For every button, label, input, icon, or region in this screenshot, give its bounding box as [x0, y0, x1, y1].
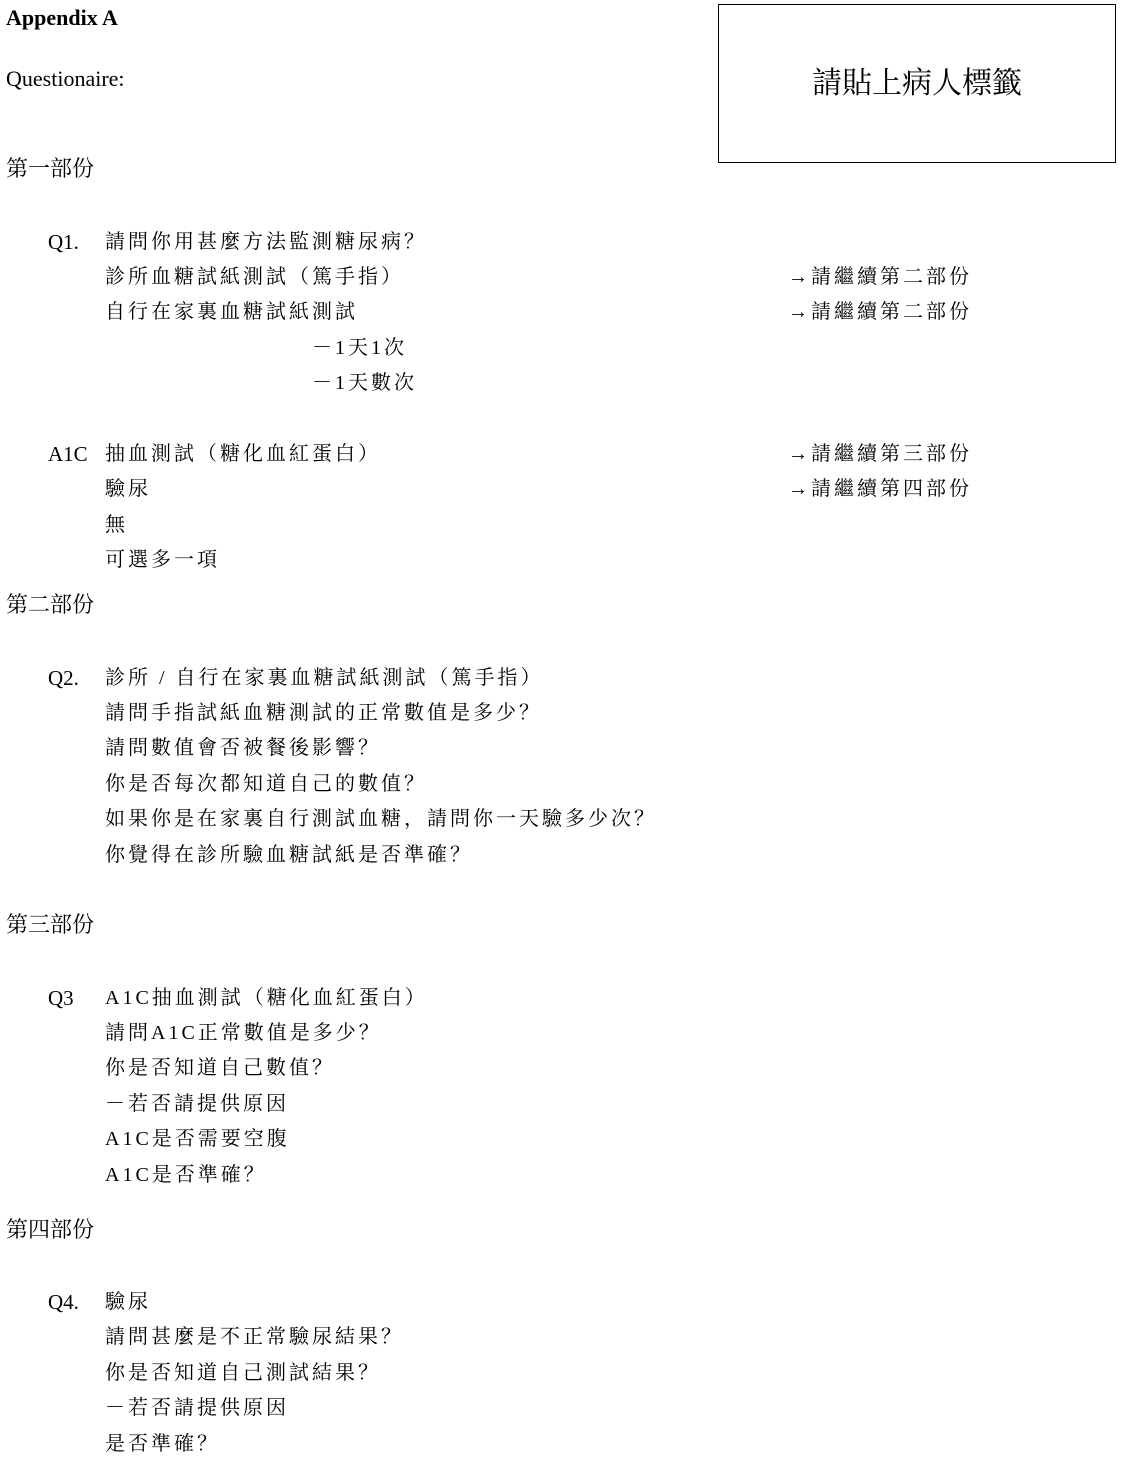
- q4-label: Q4.: [48, 1290, 79, 1314]
- q3-line: －若否請提供原因: [105, 1093, 289, 1115]
- section-heading-part1: 第一部份: [6, 157, 95, 182]
- q4-line: 請問甚麼是不正常驗尿結果？: [105, 1326, 404, 1348]
- q4-line: －若否請提供原因: [105, 1397, 289, 1419]
- q1-option-urine: 驗尿: [105, 478, 151, 500]
- q3-line: 你是否知道自己數值？: [105, 1057, 335, 1079]
- q4-line: 驗尿: [105, 1291, 151, 1313]
- section-heading-part2: 第二部份: [6, 593, 95, 618]
- q1-option-urine-route: →請繼續第四部份: [788, 478, 972, 500]
- q1-frequency-once: －1天1次: [312, 337, 407, 359]
- q1-frequency-many: －1天數次: [312, 372, 417, 394]
- q2-line: 診所 / 自行在家裏血糖試紙測試（篤手指）: [105, 667, 544, 689]
- q3-line: A1C是否需要空腹: [105, 1128, 290, 1150]
- q3-label: Q3: [48, 986, 74, 1010]
- questionnaire-subtitle: Questionaire:: [6, 66, 125, 91]
- patient-label-text: 請貼上病人標籤: [812, 66, 1022, 101]
- patient-label-box: [718, 4, 1116, 163]
- section-heading-part3: 第三部份: [6, 913, 95, 938]
- q3-line: A1C是否準確？: [105, 1164, 267, 1186]
- q1-option-clinic-route: →請繼續第二部份: [788, 266, 972, 288]
- q4-line: 你是否知道自己測試結果？: [105, 1362, 381, 1384]
- q2-label: Q2.: [48, 666, 79, 690]
- q1-question: 請問你用甚麼方法監測糖尿病？: [105, 231, 427, 253]
- section-heading-part4: 第四部份: [6, 1218, 95, 1243]
- q1-option-home-route: →請繼續第二部份: [788, 301, 972, 323]
- q4-line: 是否準確？: [105, 1433, 220, 1455]
- q1-option-home: 自行在家裏血糖試紙測試: [105, 301, 358, 323]
- q3-line: A1C抽血測試（糖化血紅蛋白）: [105, 987, 428, 1009]
- appendix-title: Appendix A: [6, 5, 118, 30]
- q1-option-a1c: 抽血測試（糖化血紅蛋白）: [105, 443, 381, 465]
- q3-line: 請問A1C正常數值是多少？: [105, 1022, 382, 1044]
- q1-option-a1c-route: →請繼續第三部份: [788, 443, 972, 465]
- q2-line: 你是否每次都知道自己的數值？: [105, 773, 427, 795]
- q1-option-clinic: 診所血糖試紙測試（篤手指）: [105, 266, 404, 288]
- q2-line: 你覺得在診所驗血糖試紙是否準確？: [105, 844, 473, 866]
- a1c-label: A1C: [48, 442, 88, 466]
- q1-note-multi: 可選多一項: [105, 549, 220, 571]
- q2-line: 請問數值會否被餐後影響？: [105, 737, 381, 759]
- q1-label: Q1.: [48, 230, 79, 254]
- q1-option-none: 無: [105, 514, 128, 536]
- q2-line: 如果你是在家裏自行測試血糖，請問你一天驗多少次？: [105, 808, 657, 830]
- q2-line: 請問手指試紙血糖測試的正常數值是多少？: [105, 702, 542, 724]
